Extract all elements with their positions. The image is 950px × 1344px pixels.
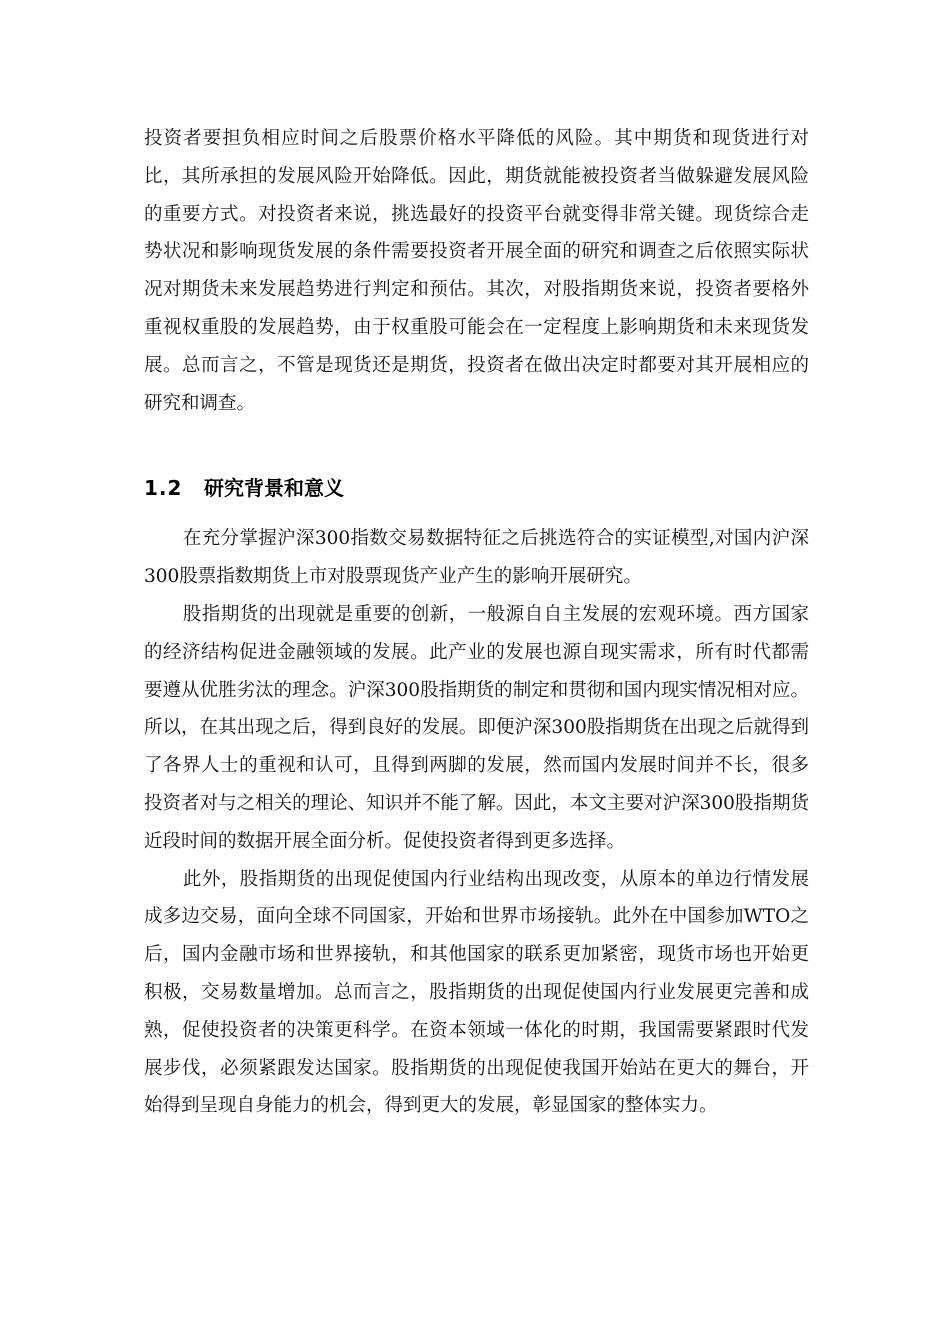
section-title: 研究背景和意义 — [204, 476, 344, 501]
paragraph-index-futures-innovation: 股指期货的出现就是重要的创新，一般源自自主发展的宏观环境。西方国家的经济结构促进金融领域的发展。此产业的发展也源自现实需求，所有时代都需要遵从优胜劣汰的理念。沪深300股指期货的制定和贯彻和国内现实情况相对应。所以，在其出现之后，得到良好的发展。即便沪深300股指期货在出现之后就得到了各界人士的重视和认可，且得到两脚的发展，然而国内发展时间并不长，很多投资者对与之相关的理论、知识并不能了解。因此，本文主要对沪深300股指期货近段时间的数据开展全面分析。促使投资者得到更多选择。 — [144, 603, 809, 852]
paragraph-research-aim: 在充分掌握沪深300指数交易数据特征之后挑选符合的实证模型,对国内沪深300股票指数期货上市对股票现货产业产生的影响开展研究。 — [144, 528, 809, 588]
document-body — [144, 120, 809, 1125]
paragraph-risk-hedging: 投资者要担负相应时间之后股票价格水平降低的风险。其中期货和现货进行对比，其所承担的发展风险开始降低。因此，期货就能被投资者当做躲避发展风险的重要方式。对投资者来说，挑选最好的投资平台就变得非常关键。现货综合走势状况和影响现货发展的条件需要投资者开展全面的研究和调查之后依照实际状况对期货未来发展趋势进行判定和预估。其次，对股指期货来说，投资者要格外重视权重股的发展趋势，由于权重股可能会在一定程度上影响期货和未来现货发展。总而言之，不管是现货还是期货，投资者在做出决定时都要对其开展相应的研究和调查。 — [144, 128, 809, 414]
section-heading — [144, 466, 809, 510]
paragraph-industry-structure: 此外，股指期货的出现促使国内行业结构出现改变，从原本的单边行情发展成多边交易，面向全球不同国家，开始和世界市场接轨。此外在中国参加WTO之后，国内金融市场和世界接轨，和其他国家的联系更加紧密，现货市场也开始更积极，交易数量增加。总而言之，股指期货的出现促使国内行业发展更完善和成熟，促使投资者的决策更科学。在资本领域一体化的时期，我国需要紧跟时代发展步伐，必须紧跟发达国家。股指期货的出现促使我国开始站在更大的舞台，开始得到呈现自身能力的机会，得到更大的发展，彰显国家的整体实力。 — [144, 868, 809, 1117]
section-number: 1.2 — [144, 476, 183, 501]
